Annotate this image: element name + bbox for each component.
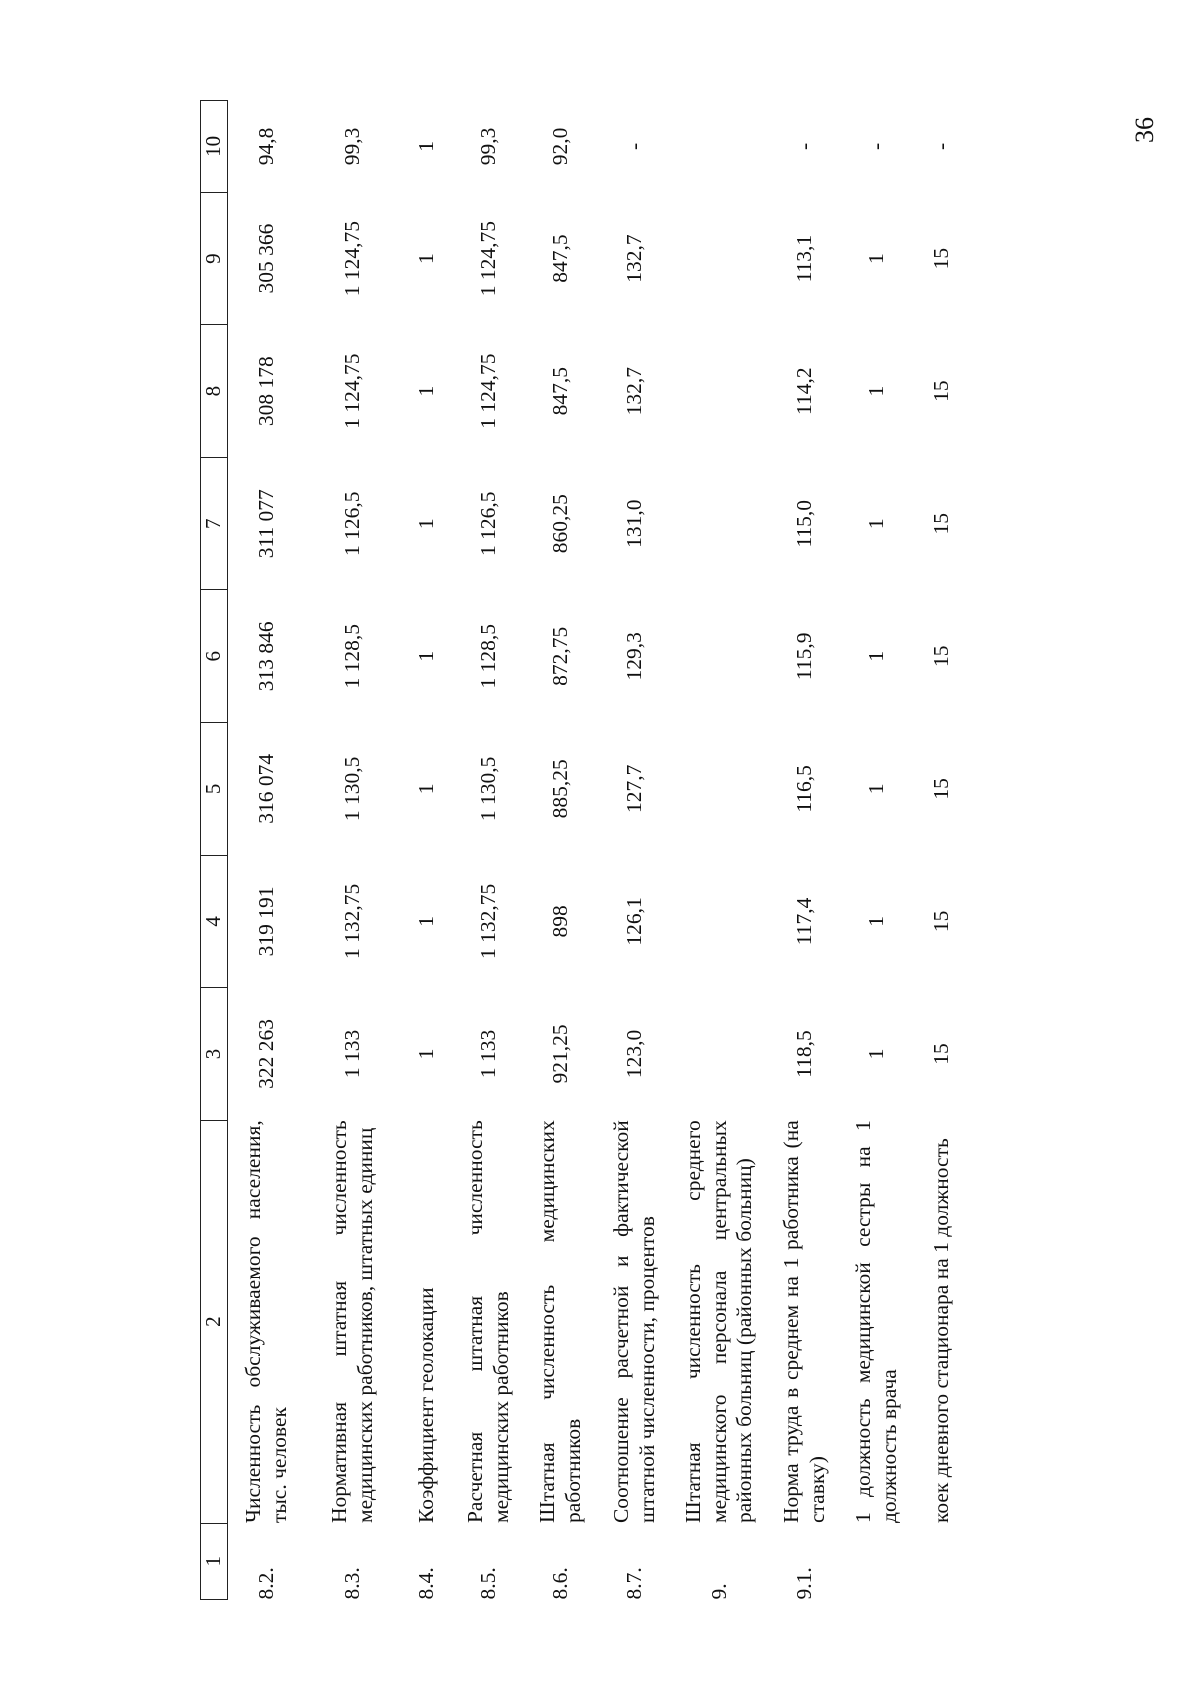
table-cell: 15	[928, 778, 953, 800]
table-cell: -	[928, 142, 953, 150]
row-number	[842, 1523, 912, 1599]
table-cell: 1 124,75	[475, 353, 500, 429]
column-header: 5	[201, 723, 228, 856]
table-cell: 1	[863, 650, 888, 662]
table-cell	[672, 723, 768, 856]
row-number: 8.6.	[547, 1567, 572, 1600]
table-cell: 313 846	[253, 621, 278, 692]
table-cell: -	[863, 142, 888, 150]
row-indicator-name: Штатная численность среднего медицинского персонала центральных районных больниц (районных больниц)	[680, 1120, 757, 1524]
table-row	[228, 101, 306, 1600]
table-cell	[672, 590, 768, 723]
table-row	[598, 101, 672, 1600]
row-indicator-name: Штатная численность медицинских работников	[534, 1120, 585, 1524]
table-cell: 308 178	[253, 356, 278, 427]
table-cell: 1	[413, 1048, 438, 1060]
table-cell: 15	[928, 1043, 953, 1065]
table-cell: 118,5	[791, 1030, 816, 1078]
table-cell: 322 263	[253, 1019, 278, 1089]
table-cell: 1 124,75	[339, 353, 364, 429]
table-cell: 92,0	[547, 127, 572, 166]
table-cell: -	[621, 142, 646, 150]
row-number: 8.7.	[621, 1567, 646, 1600]
row-indicator-name: 1 должность медицинской сестры на 1 должность врача	[850, 1120, 901, 1524]
row-number: 9.	[706, 1583, 731, 1600]
table-cell: 1 126,5	[475, 491, 500, 556]
row-indicator-name: Нормативная штатная численность медицинских работников, штатных единиц	[326, 1120, 377, 1524]
table-cell: 117,4	[791, 897, 816, 946]
table-cell: 885,25	[547, 759, 572, 819]
table-cell	[672, 855, 768, 988]
row-number: 8.2.	[253, 1567, 278, 1600]
table-row	[912, 101, 972, 1600]
row-number	[912, 1523, 972, 1599]
column-header: 4	[201, 855, 228, 988]
data-table	[200, 100, 972, 1600]
table-cell: 1 130,5	[475, 756, 500, 822]
table-row	[454, 101, 524, 1600]
row-number: 8.4.	[413, 1567, 438, 1600]
table-cell: 99,3	[475, 127, 500, 166]
table-cell: 1	[413, 650, 438, 662]
table-cell: 311 077	[253, 489, 278, 559]
table-row	[768, 101, 842, 1600]
table-cell: 116,5	[791, 765, 816, 813]
table-cell: 1	[413, 783, 438, 795]
table-header-row	[201, 101, 228, 1600]
table-cell: 132,7	[621, 234, 646, 283]
table-cell: 94,8	[253, 127, 278, 166]
table-cell: 305 366	[253, 223, 278, 294]
table-cell: 1	[863, 783, 888, 795]
table-cell: 132,7	[621, 366, 646, 416]
table-cell: 847,5	[547, 366, 572, 416]
row-indicator-name: Коэффициент геолокации	[413, 1287, 438, 1524]
table-cell: 1 133	[475, 1029, 500, 1079]
table-cell: 1	[413, 141, 438, 152]
table-cell: 15	[928, 512, 953, 535]
row-indicator-name: коек дневного стационара на 1 должность	[928, 1138, 953, 1524]
table-cell: 1	[413, 253, 438, 264]
table-cell: 15	[928, 247, 953, 270]
table-cell: 316 074	[253, 753, 278, 824]
row-indicator-name: Численность обслуживаемого населения, тыс. человек	[240, 1120, 291, 1524]
table-cell: 127,7	[621, 764, 646, 814]
table-row	[400, 101, 454, 1600]
row-indicator-name: Соотношение расчетной и фактической штатной численности, процентов	[608, 1120, 659, 1524]
table-cell: 131,0	[621, 499, 646, 548]
table-cell: 1 124,75	[475, 220, 500, 297]
table-cell: 1	[863, 916, 888, 927]
table-cell: 99,3	[339, 127, 364, 166]
column-header: 10	[201, 101, 228, 193]
table-cell: 1 128,5	[339, 624, 364, 689]
table-cell: 1	[413, 385, 438, 397]
table-cell: 860,25	[547, 494, 572, 554]
column-header: 6	[201, 590, 228, 723]
table-cell: 847,5	[547, 234, 572, 283]
row-number: 9.1.	[791, 1567, 816, 1600]
table-cell: 15	[928, 380, 953, 402]
row-number: 8.3.	[339, 1567, 364, 1600]
table-cell: 129,3	[621, 632, 646, 681]
table-cell: 1 124,75	[339, 220, 364, 297]
column-header: 2	[201, 1120, 228, 1523]
table-cell: 1 132,75	[475, 883, 500, 960]
table-cell	[672, 101, 768, 193]
table-row	[842, 101, 912, 1600]
table-cell: 319 191	[253, 886, 278, 957]
table-cell: 1	[863, 385, 888, 397]
table-cell: 1 133	[339, 1029, 364, 1079]
table-cell: 1	[413, 916, 438, 927]
table-cell: 114,2	[791, 367, 816, 415]
table-cell: 1 128,5	[475, 624, 500, 689]
page-number: 36	[1130, 117, 1159, 143]
table-cell	[672, 325, 768, 458]
table-cell: 126,1	[621, 897, 646, 946]
table-cell: 15	[928, 910, 953, 933]
column-header: 7	[201, 457, 228, 590]
table-cell: 898	[547, 905, 572, 938]
table-cell: 872,75	[547, 626, 572, 686]
column-header: 9	[201, 192, 228, 325]
table-cell	[672, 988, 768, 1121]
table-cell	[672, 192, 768, 325]
table-cell	[672, 457, 768, 590]
table-cell: 1	[863, 1048, 888, 1060]
table-cell: 1 130,5	[339, 756, 364, 822]
table-cell: 123,0	[621, 1029, 646, 1079]
table-cell: 1	[863, 518, 888, 530]
rotated-page-content	[200, 100, 1200, 1600]
table-cell: 1	[413, 518, 438, 530]
table-cell: 921,25	[547, 1024, 572, 1084]
table-cell: -	[791, 142, 816, 150]
table-row	[306, 101, 400, 1600]
table-cell: 113,1	[791, 234, 816, 283]
row-indicator-name: Расчетная штатная численность медицинских работников	[462, 1120, 513, 1524]
column-header: 3	[201, 988, 228, 1121]
table-row	[524, 101, 598, 1600]
table-cell: 1	[863, 253, 888, 264]
row-indicator-name: Норма труда в среднем на 1 работника (на ставку)	[778, 1120, 829, 1524]
column-header: 8	[201, 325, 228, 458]
table-cell: 15	[928, 645, 953, 668]
table-cell: 1 132,75	[339, 883, 364, 960]
table-cell: 115,9	[791, 632, 816, 681]
row-number: 8.5.	[475, 1567, 500, 1600]
table-row	[672, 101, 768, 1600]
table-cell: 1 126,5	[339, 491, 364, 556]
column-header: 1	[201, 1523, 228, 1599]
table-cell: 115,0	[791, 499, 816, 548]
